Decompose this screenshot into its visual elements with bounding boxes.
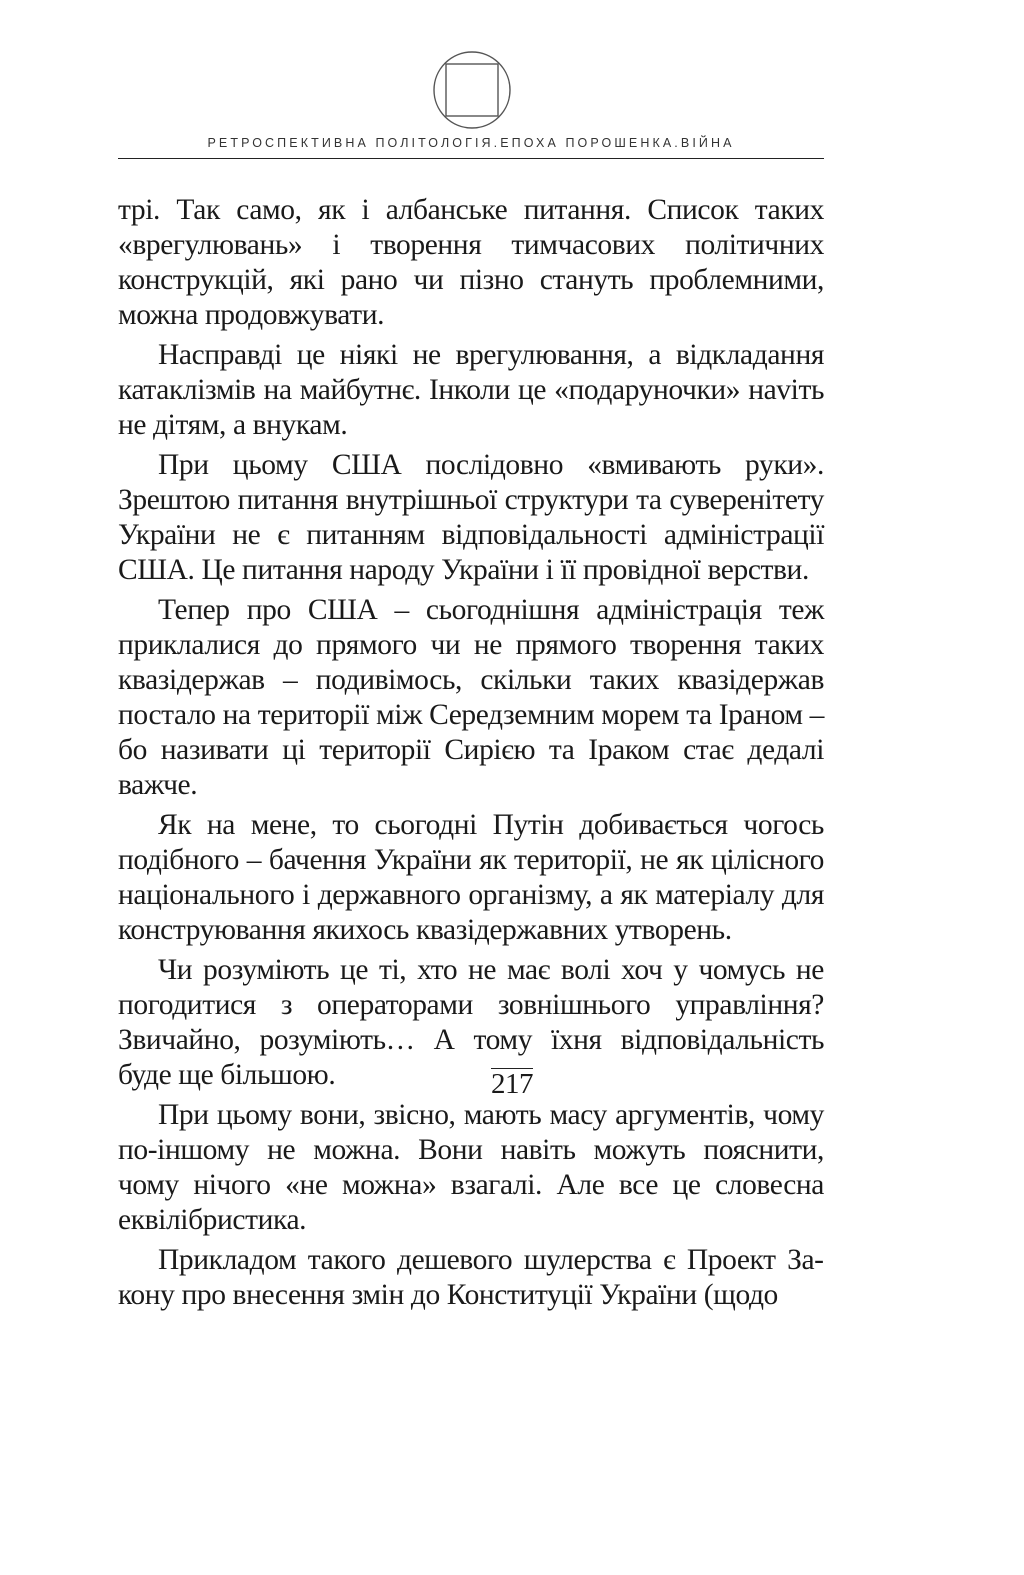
paragraph: При цьому США послідовно «вмивають руки». Зрештою питання внутрішньої структури та суверенітету України не є питанням відповідальності адміністрації США. Це питання народу України і її провідної верстви. [118, 449, 824, 586]
circle-square-emblem-icon [432, 50, 512, 130]
page-body [118, 193, 824, 1318]
page-number: 217 [491, 1068, 533, 1100]
paragraph: Тепер про США – сьогоднішня адміністрація теж приклалися до прямого чи не прямого творення таких квазідержав – подивімось, скільки таких квазідержав постало на території між Середземним морем та Іраном – бо називати ці території Сирією та Іраком стає дедалі важче. [118, 594, 824, 801]
paragraph: Чи розуміють це ті, хто не має волі хоч у чомусь не погодитися з операторами зовнішнього управління? Звичайно, розуміють… А тому їхня відповідальність буде ще більшою. [118, 954, 824, 1091]
header-divider [118, 158, 824, 159]
paragraph: Насправді це ніякі не врегулювання, а відкладання катаклізмів на майбутнє. Інколи це «подаруночки» наvіть не дітям, а внукам. [118, 339, 824, 441]
running-header-title: РЕТРОСПЕКТИВНА ПОЛІТОЛОГІЯ.ЕПОХА ПОРОШЕНКА.ВІЙНА [207, 136, 735, 150]
paragraph: При цьому вони, звісно, мають масу аргументів, чому по-іншому не можна. Вони навіть можуть пояснити, чому нічого «не можна» взагалі. Але все це словесна еквілібристика. [118, 1099, 824, 1236]
paragraph: трі. Так само, як і албанське питання. Список таких «врегулювань» і творення тимчасових політичних конструкцій, які рано чи пізно стануть проблемними, можна продовжувати. [118, 194, 824, 331]
paragraph: Прикладом такого дешевого шулерства є Проект Закону про внесення змін до Конституції України (щодо [118, 1244, 824, 1311]
page-number-container [0, 1068, 1024, 1101]
paragraph: Як на мене, то сьогодні Путін добивається чогось подібного – бачення України як території, не як цілісного національного і державного організму, а як матеріалу для конструювання якихось квазідержавних утворень. [118, 809, 824, 946]
